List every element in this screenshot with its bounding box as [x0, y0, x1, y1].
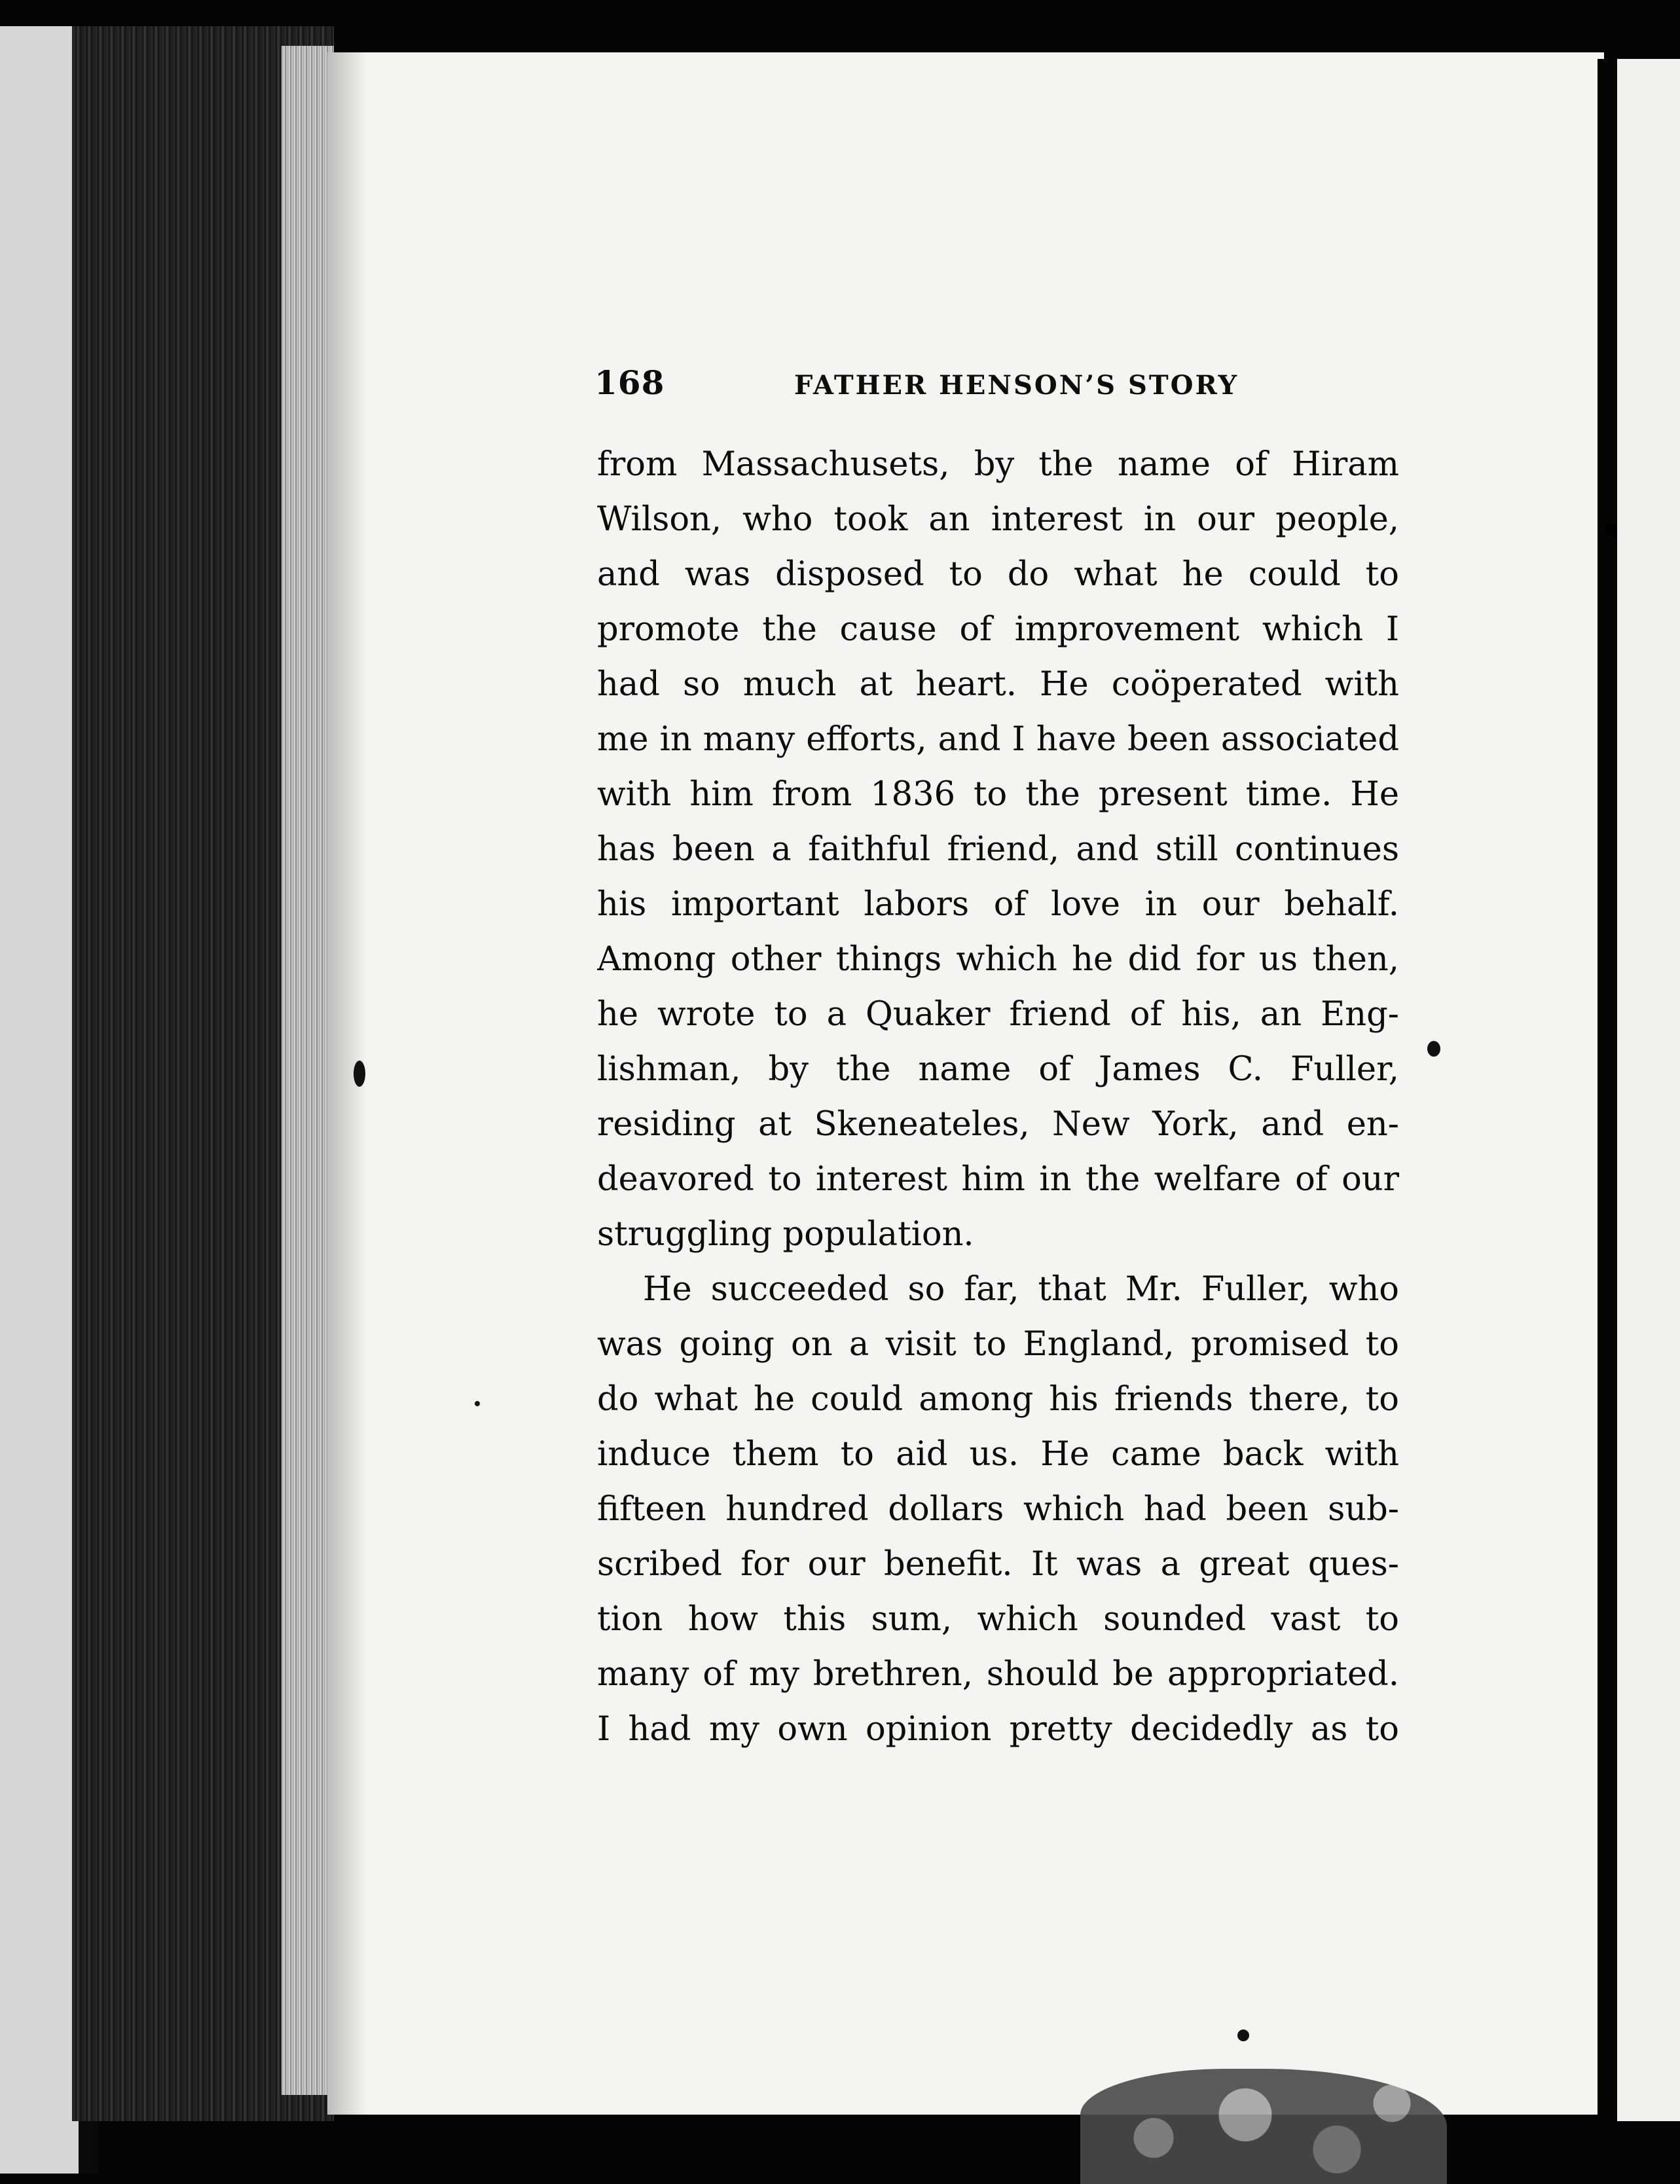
text-line: from Massachusets, by the name of Hiram: [597, 445, 1399, 484]
text-line: Wilson, who took an interest in our people,: [597, 500, 1399, 539]
page-number: 168: [594, 363, 665, 402]
facing-page-gap: [1598, 59, 1617, 2121]
page-edge-highlight: [282, 46, 334, 2095]
running-header: [594, 363, 1380, 416]
ink-speck: [475, 1401, 480, 1406]
ink-speck: [354, 1061, 365, 1087]
text-line: scribed for our benefit. It was a great ques-: [597, 1545, 1399, 1584]
body-text: [597, 437, 1399, 1757]
text-line: Among other things which he did for us then,: [597, 940, 1399, 979]
text-line: he wrote to a Quaker friend of his, an Eng-: [597, 995, 1399, 1034]
text-line: He succeeded so far, that Mr. Fuller, who: [643, 1270, 1399, 1309]
running-title: FATHER HENSON’S STORY: [794, 370, 1239, 401]
text-line: struggling population.: [597, 1215, 974, 1254]
ink-speck: [1427, 1041, 1440, 1057]
text-line: do what he could among his friends there, to: [597, 1380, 1399, 1419]
margin-mark: [1605, 524, 1617, 536]
text-line: lishman, by the name of James C. Fuller,: [597, 1050, 1399, 1089]
paragraph: [597, 437, 1399, 1262]
text-line: many of my brethren, should be appropriated.: [597, 1655, 1399, 1694]
text-line: and was disposed to do what he could to: [597, 555, 1399, 594]
text-line: fifteen hundred dollars which had been sub-: [597, 1490, 1399, 1529]
text-line: I had my own opinion pretty decidedly as to: [597, 1710, 1399, 1749]
ink-speck: [1237, 2029, 1249, 2041]
text-line: has been a faithful friend, and still continues: [597, 830, 1399, 869]
text-line: was going on a visit to England, promised to: [597, 1325, 1399, 1364]
text-line: had so much at heart. He coöperated with: [597, 665, 1399, 704]
facing-page-sliver: [1617, 59, 1680, 2121]
text-line: with him from 1836 to the present time. He: [597, 775, 1399, 814]
text-line: induce them to aid us. He came back with: [597, 1435, 1399, 1474]
text-line: his important labors of love in our behalf.: [597, 885, 1399, 924]
text-line: promote the cause of improvement which I: [597, 610, 1399, 649]
text-line: me in many efforts, and I have been associated: [597, 720, 1399, 759]
text-line: deavored to interest him in the welfare of our: [597, 1160, 1399, 1199]
paragraph: [597, 1262, 1399, 1757]
text-line: residing at Skeneateles, New York, and en-: [597, 1105, 1399, 1144]
paper-damage: [1080, 2069, 1447, 2184]
text-line: tion how this sum, which sounded vast to: [597, 1600, 1399, 1639]
